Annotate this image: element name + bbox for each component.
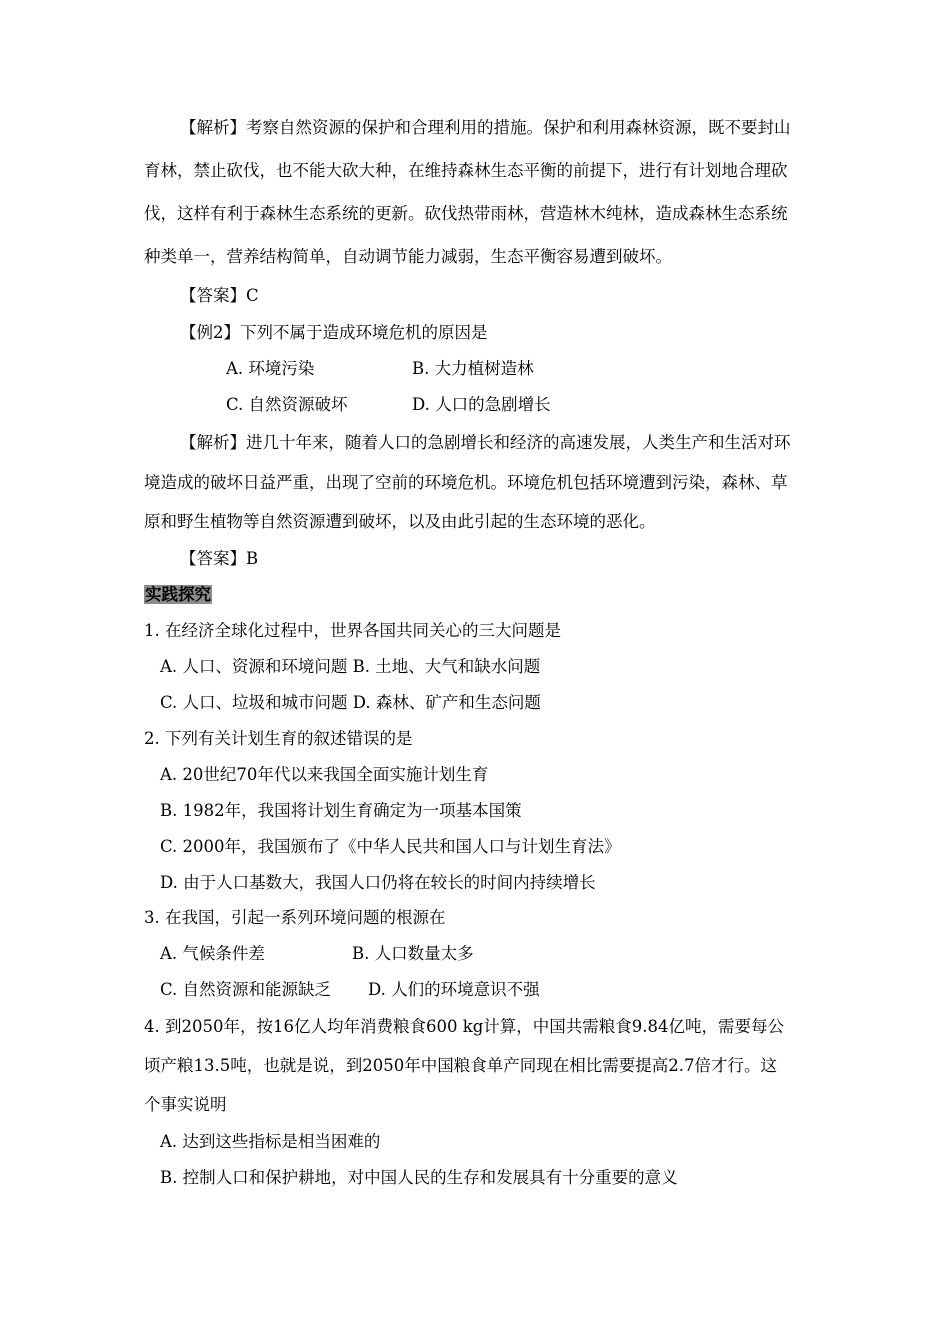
example2-analysis-line-3: 原和野生植物等自然资源遭到破坏，以及由此引起的生态环境的恶化。 bbox=[144, 512, 656, 531]
q2-option-b: B. 1982年，我国将计划生育确定为一项基本国策 bbox=[160, 801, 522, 820]
practice-heading: 实践探究 bbox=[145, 585, 211, 604]
q3-option-c: C. 自然资源和能源缺乏 bbox=[160, 980, 332, 999]
example2-answer: 【答案】B bbox=[180, 549, 259, 568]
q4-stem-line-1: 4. 到2050年，按16亿人均年消费粮食600 kg计算，中国共需粮食9.84亿吨，需要每公 bbox=[144, 1017, 785, 1036]
q1-options-row-2: C. 人口、垃圾和城市问题 D. 森林、矿产和生态问题 bbox=[160, 693, 541, 712]
q4-stem-line-2: 顷产粮13.5吨，也就是说，到2050年中国粮食单产同现在相比需要提高2.7倍才行。这 bbox=[144, 1056, 777, 1075]
example1-analysis-line-3: 伐，这样有利于森林生态系统的更新。砍伐热带雨林，营造林木纯林，造成森林生态系统 bbox=[144, 204, 788, 223]
q4-stem-line-3: 个事实说明 bbox=[144, 1095, 227, 1114]
example2-question: 【例2】下列不属于造成环境危机的原因是 bbox=[180, 323, 488, 342]
example2-option-a: A. 环境污染 bbox=[226, 359, 315, 378]
example2-option-b: B. 大力植树造林 bbox=[412, 359, 534, 378]
q2-option-c: C. 2000年，我国颁布了《中华人民共和国人口与计划生育法》 bbox=[160, 837, 621, 856]
q3-option-a: A. 气候条件差 bbox=[160, 944, 265, 963]
q4-option-a: A. 达到这些指标是相当困难的 bbox=[160, 1132, 381, 1151]
example1-analysis-line-2: 育林，禁止砍伐，也不能大砍大种，在维持森林生态平衡的前提下，进行有计划地合理砍 bbox=[144, 161, 788, 180]
q4-option-b: B. 控制人口和保护耕地，对中国人民的生存和发展具有十分重要的意义 bbox=[160, 1168, 678, 1187]
q3-option-b: B. 人口数量太多 bbox=[352, 944, 474, 963]
q1-options-row-1: A. 人口、资源和环境问题 B. 土地、大气和缺水问题 bbox=[160, 657, 541, 676]
q3-option-d: D. 人们的环境意识不强 bbox=[368, 980, 540, 999]
q2-stem: 2. 下列有关计划生育的叙述错误的是 bbox=[144, 729, 413, 748]
example1-answer: 【答案】C bbox=[180, 286, 259, 305]
q1-stem: 1. 在经济全球化过程中，世界各国共同关心的三大问题是 bbox=[144, 621, 561, 640]
example2-analysis-line-2: 境造成的破坏日益严重，出现了空前的环境危机。环境危机包括环境遭到污染，森林、草 bbox=[144, 473, 788, 492]
example2-analysis-line-1: 【解析】进几十年来，随着人口的急剧增长和经济的高速发展，人类生产和生活对环 bbox=[180, 433, 791, 452]
q2-option-a: A. 20世纪70年代以来我国全面实施计划生育 bbox=[160, 765, 489, 784]
example1-analysis-line-4: 种类单一，营养结构简单，自动调节能力减弱，生态平衡容易遭到破坏。 bbox=[144, 247, 672, 266]
example2-option-c: C. 自然资源破坏 bbox=[226, 395, 348, 414]
example2-option-d: D. 人口的急剧增长 bbox=[412, 395, 551, 414]
q2-option-d: D. 由于人口基数大，我国人口仍将在较长的时间内持续增长 bbox=[160, 873, 596, 892]
q3-stem: 3. 在我国，引起一系列环境问题的根源在 bbox=[144, 908, 446, 927]
example1-analysis-line-1: 【解析】考察自然资源的保护和合理利用的措施。保护和利用森林资源，既不要封山 bbox=[180, 118, 791, 137]
